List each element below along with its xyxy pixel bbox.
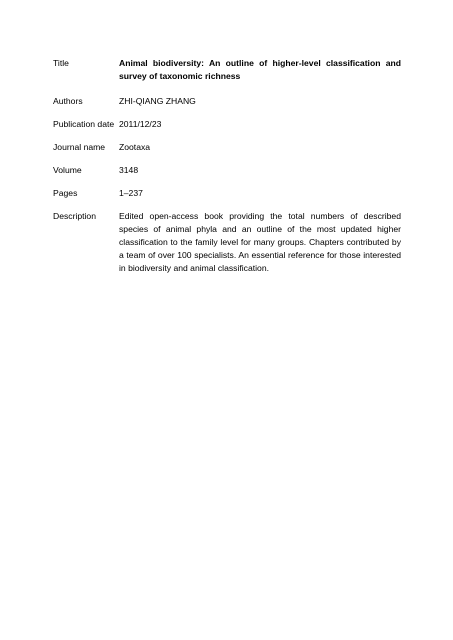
publication-date-label: Publication date — [53, 119, 115, 129]
journal-label: Journal name — [53, 142, 106, 152]
pages-row — [53, 187, 405, 200]
journal-value: Zootaxa — [119, 142, 151, 152]
publication-metadata — [53, 57, 405, 275]
authors-row — [53, 95, 405, 108]
volume-value: 3148 — [119, 165, 139, 175]
pages-label: Pages — [53, 188, 78, 198]
title-label: Title — [53, 58, 69, 68]
authors-label: Authors — [53, 96, 83, 106]
title-value: Animal biodiversity: An outline of higher-level classification and survey of taxonomic richness — [119, 58, 401, 81]
pages-value: 1–237 — [119, 188, 143, 198]
journal-row — [53, 141, 405, 154]
volume-row — [53, 164, 405, 177]
description-value: Edited open-access book providing the total numbers of described species of animal phyla and an outline of the most updated higher classification to the family level for many groups. Chapters contributed by a team of over 100 specialists. An essential reference for those interested in biodiversity and animal classification. — [119, 211, 401, 273]
description-row — [53, 210, 405, 275]
description-label: Description — [53, 211, 96, 221]
authors-value: ZHI-QIANG ZHANG — [119, 96, 196, 106]
title-row — [53, 57, 405, 83]
volume-label: Volume — [53, 165, 82, 175]
publication-date-value: 2011/12/23 — [119, 119, 162, 129]
publication-date-row — [53, 118, 405, 131]
